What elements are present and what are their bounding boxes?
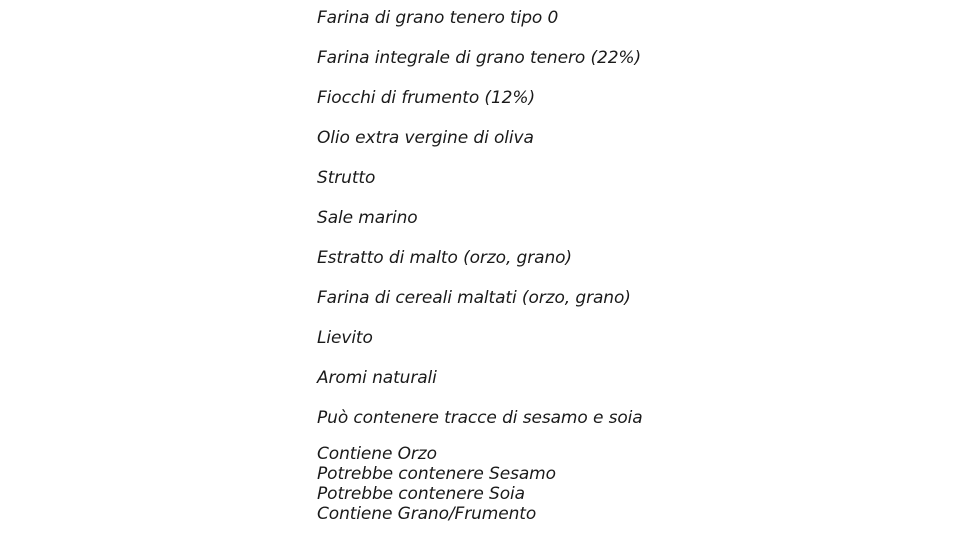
ingredient-item: Può contenere tracce di sesamo e soia	[317, 408, 643, 428]
ingredient-item: Aromi naturali	[317, 368, 437, 388]
ingredients-list	[317, 6, 643, 446]
ingredient-item: Sale marino	[317, 208, 418, 228]
allergen-item: Contiene Grano/Frumento	[317, 504, 537, 524]
ingredient-item: Strutto	[317, 168, 376, 188]
ingredient-item: Olio extra vergine di oliva	[317, 128, 534, 148]
ingredient-item: Farina di cereali maltati (orzo, grano)	[317, 288, 631, 308]
allergen-item: Contiene Orzo	[317, 444, 437, 464]
allergens-list	[317, 444, 556, 524]
allergen-item: Potrebbe contenere Sesamo	[317, 464, 556, 484]
allergen-item: Potrebbe contenere Soia	[317, 484, 525, 504]
ingredient-item: Fiocchi di frumento (12%)	[317, 88, 535, 108]
ingredient-item: Farina integrale di grano tenero (22%)	[317, 48, 642, 68]
ingredient-item: Estratto di malto (orzo, grano)	[317, 248, 572, 268]
ingredient-item: Lievito	[317, 328, 373, 348]
ingredient-item: Farina di grano tenero tipo 0	[317, 8, 559, 28]
